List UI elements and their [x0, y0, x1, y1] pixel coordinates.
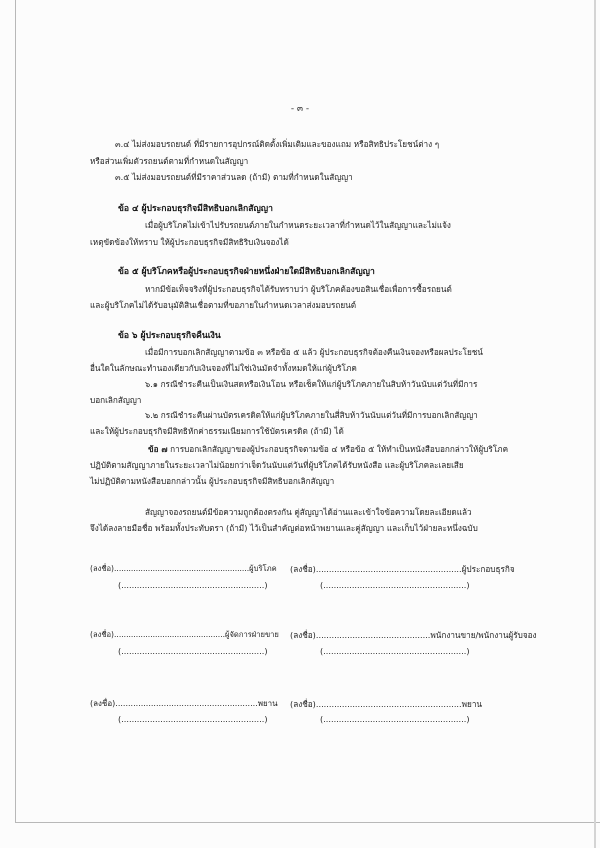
clause-3-4-line-2: หรือส่วนเพิ่มตัวรถยนต์ตามที่กำหนดในสัญญา — [90, 156, 249, 166]
clause-6-2-line-2: และให้ผู้ประกอบธุรกิจมีสิทธิหักค่าธรรมเนียมการใช้บัตรเครดิต (ถ้ามี) ได้ — [90, 426, 344, 436]
closing-line-1: สัญญาจองรถยนต์มีข้อความถูกต้องตรงกัน คู่สัญญาได้อ่านและเข้าใจข้อความโดยละเอียดแล้ว — [145, 507, 472, 517]
clause-3-5-line: ๓.๕ ไม่ส่งมอบรถยนต์ที่มีราคาส่วนลด (ถ้ามี) ตามที่กำหนดในสัญญา — [115, 172, 353, 182]
signature-consumer-name: (.......................................................) — [118, 580, 268, 590]
clause-7-heading: ข้อ ๗ — [148, 444, 168, 454]
signature-sales-manager: (ลงชื่อ)..............................................ผู้จัดการฝ่ายขาย — [90, 630, 279, 639]
clause-7-text: การบอกเลิกสัญญาของผู้ประกอบธุรกิจตามข้อ ๔ หรือข้อ ๕ ให้ทำเป็นหนังสือบอกกล่าวให้ผู้บริโภค — [170, 444, 509, 454]
clause-7-line-2: ปฏิบัติตามสัญญาภายในระยะเวลาไม่น้อยกว่าเจ็ดวันนับแต่วันที่ผู้บริโภคได้รับหนังสือ และผู้บริโภคละเลยเสีย — [90, 460, 464, 470]
page-number: - ๓ - — [290, 104, 310, 114]
signature-consumer: (ลงชื่อ)........................................................ผู้บริโภค — [90, 564, 277, 573]
signature-witness-2: (ลงชื่อ)........................................................พยาน — [290, 699, 483, 709]
clause-3-4-line-1: ๓.๔ ไม่ส่งมอบรถยนต์ ที่มีรายการอุปกรณ์ติดตั้งเพิ่มเติมและของแถม หรือสิทธิประโยชน์ต่าง ๆ — [115, 139, 440, 149]
clause-5-heading: ข้อ ๕ ผู้บริโภคหรือผู้ประกอบธุรกิจฝ่ายหนึ่งฝ่ายใดมีสิทธิบอกเลิกสัญญา — [118, 267, 375, 277]
page-border-left — [15, 0, 16, 822]
clause-6-1-line-1: ๖.๑ กรณีชำระคืนเป็นเงินสดหรือเงินโอน หรือเช็คให้แก่ผู้บริโภคภายในสิบห้าวันนับแต่วันที่มีการ — [145, 379, 478, 389]
clause-6-2-line-1: ๖.๒ กรณีชำระคืนผ่านบัตรเครดิตให้แก่ผู้บริโภคภายในสี่สิบห้าวันนับแต่วันที่มีการบอกเลิกสัญญา — [145, 410, 478, 420]
page-border-right — [594, 0, 596, 848]
clause-4-line-1: เมื่อผู้บริโภคไม่เข้าไปรับรถยนต์ภายในกำหนดระยะเวลาที่กำหนดไว้ในสัญญาและไม่แจ้ง — [145, 220, 451, 230]
signature-sales-manager-name: (.......................................................) — [118, 646, 268, 656]
clause-4-heading: ข้อ ๔ ผู้ประกอบธุรกิจมีสิทธิบอกเลิกสัญญา — [118, 204, 273, 214]
page-border-bottom — [15, 822, 600, 823]
clause-6-heading: ข้อ ๖ ผู้ประกอบธุรกิจคืนเงิน — [118, 331, 221, 341]
clause-6-line-1: เมื่อมีการบอกเลิกสัญญาตามข้อ ๓ หรือข้อ ๕ แล้ว ผู้ประกอบธุรกิจต้องคืนเงินจองหรือผลประโยชน์ — [145, 347, 483, 357]
signature-business-operator-name: (.......................................................) — [320, 580, 470, 590]
clause-4-line-2: เหตุขัดข้องให้ทราบ ให้ผู้ประกอบธุรกิจมีสิทธิริบเงินจองได้ — [90, 237, 289, 247]
signature-witness-1-name: (.......................................................) — [118, 714, 268, 724]
signature-sales-staff: (ลงชื่อ)............................................พนักงานขาย/พนักงานผู้รับจอง — [290, 630, 537, 640]
clause-6-line-2: อื่นใดในลักษณะทำนองเดียวกับเงินจองที่ไม่ใช่เงินมัดจำทั้งหมดให้แก่ผู้บริโภค — [90, 363, 357, 373]
clause-5-line-1: หากมีข้อเท็จจริงที่ผู้ประกอบธุรกิจได้รับทราบว่า ผู้บริโภคต้องขอสินเชื่อเพื่อการซื้อรถยนต์ — [145, 284, 452, 294]
signature-witness-1: (ลงชื่อ)........................................................พยาน — [90, 699, 278, 708]
clause-6-1-line-2: บอกเลิกสัญญา — [90, 395, 142, 405]
clause-5-line-2: และผู้บริโภคไม่ได้รับอนุมัติสินเชื่อตามที่ขอภายในกำหนดเวลาส่งมอบรถยนต์ — [90, 300, 357, 310]
clause-7-line-1 — [148, 443, 508, 455]
signature-witness-2-name: (.......................................................) — [320, 714, 470, 724]
signature-business-operator: (ลงชื่อ)........................................................ผู้ประกอบธุรกิจ — [290, 564, 515, 574]
closing-line-2: จึงได้ลงลายมือชื่อ พร้อมทั้งประทับตรา (ถ้ามี) ไว้เป็นสำคัญต่อหน้าพยานและคู่สัญญา และเก็บไว้ฝ่ายละหนึ่งฉบับ — [90, 523, 478, 533]
clause-7-line-3: ไม่ปฏิบัติตามหนังสือบอกกล่าวนั้น ผู้ประกอบธุรกิจมีสิทธิบอกเลิกสัญญา — [90, 476, 335, 486]
signature-sales-staff-name: (.......................................................) — [320, 646, 470, 656]
